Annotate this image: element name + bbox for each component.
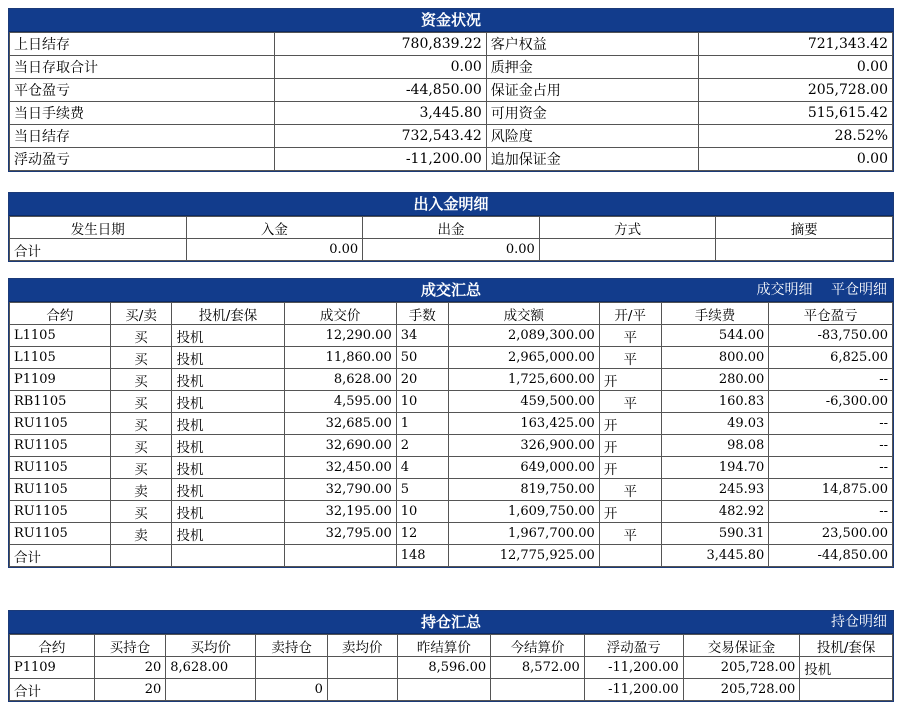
column-header: 合约	[10, 635, 95, 657]
table-cell: 买	[110, 501, 172, 523]
fund-value: 205,728.00	[698, 79, 892, 102]
table-cell: 平	[599, 523, 661, 545]
fund-label: 风险度	[486, 125, 698, 148]
table-cell: --	[769, 501, 893, 523]
total-cell: 0.00	[363, 239, 540, 261]
total-cell	[284, 545, 396, 567]
table-cell: 投机	[172, 413, 284, 435]
table-cell: 482.92	[661, 501, 769, 523]
table-cell: P1109	[10, 657, 95, 679]
fund-value: 3,445.80	[274, 102, 486, 125]
table-cell: 平	[599, 391, 661, 413]
table-cell: 649,000.00	[448, 457, 599, 479]
table-cell: 投机	[172, 435, 284, 457]
table-cell: 开	[599, 501, 661, 523]
fund-label: 质押金	[486, 56, 698, 79]
position-summary-header	[9, 611, 893, 634]
column-header: 合约	[10, 303, 111, 325]
column-header: 买/卖	[110, 303, 172, 325]
trade-summary-header	[9, 279, 893, 302]
fund-label: 追加保证金	[486, 148, 698, 171]
total-cell: -44,850.00	[769, 545, 893, 567]
table-cell: 459,500.00	[448, 391, 599, 413]
table-cell: 1,967,700.00	[448, 523, 599, 545]
table-cell: 10	[396, 501, 448, 523]
table-cell: L1105	[10, 325, 111, 347]
fund-value: 721,343.42	[698, 33, 892, 56]
fund-status-row	[10, 79, 893, 102]
total-cell	[397, 679, 491, 701]
trade-summary-table	[9, 302, 893, 567]
table-cell: -83,750.00	[769, 325, 893, 347]
table-cell: RU1105	[10, 435, 111, 457]
total-cell	[172, 545, 284, 567]
table-cell: RU1105	[10, 523, 111, 545]
table-cell: RU1105	[10, 413, 111, 435]
table-cell: 1,725,600.00	[448, 369, 599, 391]
trade-summary-title: 成交汇总	[420, 281, 481, 299]
table-cell: 投机	[800, 657, 893, 679]
table-cell: 4,595.00	[284, 391, 396, 413]
table-cell: 买	[110, 457, 172, 479]
table-cell: 12	[396, 523, 448, 545]
deposit-title: 出入金明细	[9, 193, 893, 216]
table-cell: 买	[110, 391, 172, 413]
total-cell: 205,728.00	[683, 679, 800, 701]
table-cell: 160.83	[661, 391, 769, 413]
position-header-row	[10, 635, 893, 657]
table-cell: P1109	[10, 369, 111, 391]
table-cell: -11,200.00	[584, 657, 683, 679]
total-cell: 20	[94, 679, 166, 701]
trade-summary-panel	[8, 278, 894, 568]
column-header: 卖均价	[327, 635, 397, 657]
table-cell: 开	[599, 457, 661, 479]
fund-label: 当日手续费	[10, 102, 275, 125]
total-cell	[539, 239, 716, 261]
total-cell	[491, 679, 585, 701]
total-cell: -11,200.00	[584, 679, 683, 701]
table-cell: 280.00	[661, 369, 769, 391]
deposit-header-row	[10, 217, 893, 239]
table-cell: 投机	[172, 501, 284, 523]
table-cell: 11,860.00	[284, 347, 396, 369]
total-cell: 148	[396, 545, 448, 567]
fund-value: 780,839.22	[274, 33, 486, 56]
column-header: 开/平	[599, 303, 661, 325]
table-cell: 投机	[172, 347, 284, 369]
table-cell: 544.00	[661, 325, 769, 347]
table-cell	[256, 657, 328, 679]
fund-value: 0.00	[698, 148, 892, 171]
table-cell: 平	[599, 347, 661, 369]
table-cell: 4	[396, 457, 448, 479]
table-cell: 平	[599, 479, 661, 501]
table-cell: 14,875.00	[769, 479, 893, 501]
fund-status-panel	[8, 8, 894, 172]
position-total-row	[10, 679, 893, 701]
table-cell	[327, 657, 397, 679]
total-cell	[327, 679, 397, 701]
column-header: 昨结算价	[397, 635, 491, 657]
table-cell: RB1105	[10, 391, 111, 413]
table-cell: RU1105	[10, 457, 111, 479]
table-cell: 投机	[172, 523, 284, 545]
trade-detail-link[interactable]: 成交明细	[756, 282, 813, 298]
total-cell	[599, 545, 661, 567]
table-cell: -6,300.00	[769, 391, 893, 413]
table-cell: 买	[110, 413, 172, 435]
table-cell: 2	[396, 435, 448, 457]
column-header: 摘要	[716, 217, 893, 239]
table-cell: 买	[110, 435, 172, 457]
fund-value: 515,615.42	[698, 102, 892, 125]
table-cell: 5	[396, 479, 448, 501]
column-header: 买持仓	[94, 635, 166, 657]
fund-label: 平仓盈亏	[10, 79, 275, 102]
table-cell: 32,790.00	[284, 479, 396, 501]
table-cell: 买	[110, 369, 172, 391]
position-summary-title: 持仓汇总	[420, 613, 481, 631]
trade-row	[10, 391, 893, 413]
table-cell: 8,628.00	[284, 369, 396, 391]
column-header: 平仓盈亏	[769, 303, 893, 325]
fund-status-table	[9, 32, 893, 171]
table-cell: 245.93	[661, 479, 769, 501]
table-cell: 590.31	[661, 523, 769, 545]
total-cell	[110, 545, 172, 567]
fund-label: 上日结存	[10, 33, 275, 56]
trade-row	[10, 369, 893, 391]
table-cell: 194.70	[661, 457, 769, 479]
table-cell: 开	[599, 369, 661, 391]
deposit-total-row	[10, 239, 893, 261]
column-header: 成交价	[284, 303, 396, 325]
total-cell	[800, 679, 893, 701]
table-cell: --	[769, 435, 893, 457]
table-cell: 326,900.00	[448, 435, 599, 457]
trade-total-row	[10, 545, 893, 567]
deposit-panel	[8, 192, 894, 262]
table-cell: 32,685.00	[284, 413, 396, 435]
table-cell: 卖	[110, 523, 172, 545]
table-cell: 8,572.00	[491, 657, 585, 679]
fund-value: 0.00	[274, 56, 486, 79]
close-detail-link[interactable]: 平仓明细	[831, 282, 887, 298]
column-header: 买均价	[166, 635, 256, 657]
column-header: 浮动盈亏	[584, 635, 683, 657]
fund-value: 732,543.42	[274, 125, 486, 148]
table-cell: 12,290.00	[284, 325, 396, 347]
table-cell: --	[769, 413, 893, 435]
fund-value: -44,850.00	[274, 79, 486, 102]
fund-status-row	[10, 33, 893, 56]
table-cell: 投机	[172, 479, 284, 501]
table-cell: 1	[396, 413, 448, 435]
trade-row	[10, 435, 893, 457]
total-cell: 0	[256, 679, 328, 701]
table-cell: 20	[94, 657, 166, 679]
total-cell: 0.00	[186, 239, 363, 261]
deposit-table	[9, 216, 893, 261]
fund-status-row	[10, 148, 893, 171]
fund-label: 当日存取合计	[10, 56, 275, 79]
column-header: 卖持仓	[256, 635, 328, 657]
table-cell: 34	[396, 325, 448, 347]
total-cell: 合计	[10, 239, 187, 261]
total-cell: 3,445.80	[661, 545, 769, 567]
table-cell: 6,825.00	[769, 347, 893, 369]
table-cell: 50	[396, 347, 448, 369]
trade-row	[10, 523, 893, 545]
fund-label: 可用资金	[486, 102, 698, 125]
column-header: 出金	[363, 217, 540, 239]
table-cell: 49.03	[661, 413, 769, 435]
table-cell: --	[769, 457, 893, 479]
table-cell: 20	[396, 369, 448, 391]
fund-status-title: 资金状况	[9, 9, 893, 32]
total-cell: 12,775,925.00	[448, 545, 599, 567]
table-cell: 投机	[172, 391, 284, 413]
column-header: 入金	[186, 217, 363, 239]
fund-label: 客户权益	[486, 33, 698, 56]
trade-header-row	[10, 303, 893, 325]
total-cell: 合计	[10, 545, 111, 567]
table-cell: 开	[599, 413, 661, 435]
table-cell: 819,750.00	[448, 479, 599, 501]
trade-row	[10, 325, 893, 347]
table-cell: 8,628.00	[166, 657, 256, 679]
table-cell: 32,690.00	[284, 435, 396, 457]
column-header: 今结算价	[491, 635, 585, 657]
trade-row	[10, 347, 893, 369]
table-cell: 32,795.00	[284, 523, 396, 545]
table-cell: 投机	[172, 369, 284, 391]
table-cell: 1,609,750.00	[448, 501, 599, 523]
table-cell: 投机	[172, 325, 284, 347]
table-cell: 800.00	[661, 347, 769, 369]
fund-status-row	[10, 125, 893, 148]
position-detail-link[interactable]: 持仓明细	[831, 614, 887, 630]
table-cell: 开	[599, 435, 661, 457]
fund-status-row	[10, 102, 893, 125]
table-cell: 2,089,300.00	[448, 325, 599, 347]
table-cell: 32,450.00	[284, 457, 396, 479]
trade-row	[10, 501, 893, 523]
fund-label: 当日结存	[10, 125, 275, 148]
trade-row	[10, 413, 893, 435]
table-cell: 买	[110, 325, 172, 347]
fund-label: 保证金占用	[486, 79, 698, 102]
column-header: 发生日期	[10, 217, 187, 239]
table-cell: 投机	[172, 457, 284, 479]
position-row	[10, 657, 893, 679]
table-cell: RU1105	[10, 501, 111, 523]
fund-label: 浮动盈亏	[10, 148, 275, 171]
table-cell: 163,425.00	[448, 413, 599, 435]
table-cell: 98.08	[661, 435, 769, 457]
trade-row	[10, 457, 893, 479]
trade-row	[10, 479, 893, 501]
table-cell: 10	[396, 391, 448, 413]
column-header: 成交额	[448, 303, 599, 325]
total-cell: 合计	[10, 679, 95, 701]
position-summary-table	[9, 634, 893, 701]
table-cell: 买	[110, 347, 172, 369]
table-cell: RU1105	[10, 479, 111, 501]
table-cell: 32,195.00	[284, 501, 396, 523]
column-header: 方式	[539, 217, 716, 239]
position-summary-panel	[8, 610, 894, 702]
column-header: 投机/套保	[800, 635, 893, 657]
table-cell: 205,728.00	[683, 657, 800, 679]
total-cell	[166, 679, 256, 701]
column-header: 交易保证金	[683, 635, 800, 657]
fund-value: -11,200.00	[274, 148, 486, 171]
column-header: 投机/套保	[172, 303, 284, 325]
table-cell: 卖	[110, 479, 172, 501]
table-cell: 2,965,000.00	[448, 347, 599, 369]
table-cell: 8,596.00	[397, 657, 491, 679]
total-cell	[716, 239, 893, 261]
column-header: 手续费	[661, 303, 769, 325]
fund-value: 28.52%	[698, 125, 892, 148]
table-cell: L1105	[10, 347, 111, 369]
table-cell: 23,500.00	[769, 523, 893, 545]
fund-value: 0.00	[698, 56, 892, 79]
fund-status-row	[10, 56, 893, 79]
column-header: 手数	[396, 303, 448, 325]
table-cell: 平	[599, 325, 661, 347]
table-cell: --	[769, 369, 893, 391]
